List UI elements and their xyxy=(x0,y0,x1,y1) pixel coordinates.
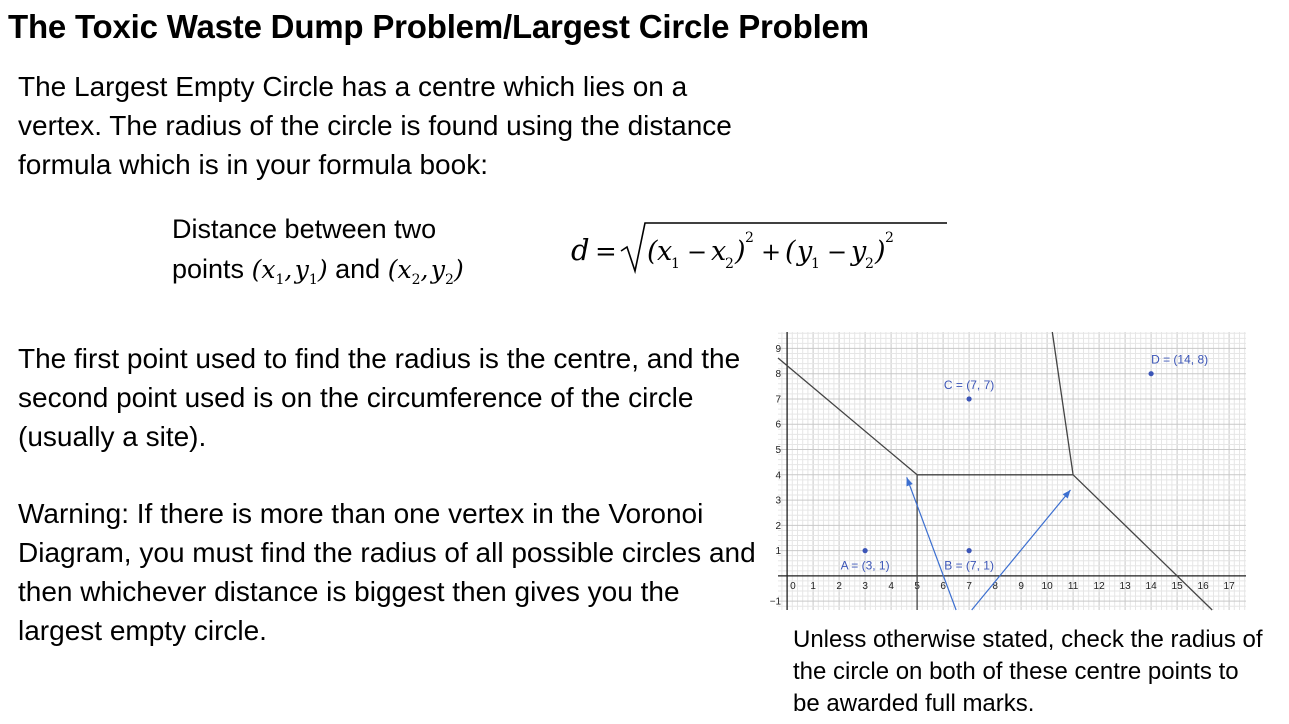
site-point xyxy=(967,548,972,553)
page-title: The Toxic Waste Dump Problem/Largest Circle Problem xyxy=(8,8,869,45)
x-tick-label: 0 xyxy=(790,580,796,592)
y-tick-label: 2 xyxy=(775,520,782,532)
first-point-paragraph: The first point used to find the radius is the centre, and the second point used is on the circumference of the circle (usually a site). xyxy=(18,343,741,452)
site-label: D = (14, 8) xyxy=(1151,352,1209,367)
svg-text:(: ( xyxy=(647,236,658,267)
svg-text:d: d xyxy=(571,233,590,267)
y-tick-label: 5 xyxy=(775,445,782,457)
y-tick-label: 3 xyxy=(775,495,782,507)
x-tick-label: 5 xyxy=(914,580,920,592)
x-tick-label: 3 xyxy=(862,580,868,592)
svg-text:x: x xyxy=(657,236,673,267)
site-label: C = (7, 7) xyxy=(943,377,995,392)
x-tick-label: 13 xyxy=(1119,580,1131,592)
x-tick-label: 9 xyxy=(1018,580,1024,592)
y-tick-label: 8 xyxy=(775,369,782,381)
x-tick-label: 11 xyxy=(1067,580,1079,592)
site-label: B = (7, 1) xyxy=(944,558,994,573)
x-tick-label: 12 xyxy=(1093,580,1105,592)
formula-label xyxy=(172,209,464,300)
site-label: A = (3, 1) xyxy=(840,558,890,573)
svg-text:2: 2 xyxy=(865,256,874,272)
svg-text:): ) xyxy=(875,236,886,267)
svg-text:2: 2 xyxy=(745,230,754,246)
y-tick-label: 1 xyxy=(775,546,782,558)
x-tick-label: 17 xyxy=(1223,580,1235,592)
note-paragraph: Unless otherwise stated, check the radius of the circle on both of these centre points to be awarded full marks. xyxy=(793,626,1263,717)
formula-and-word: and xyxy=(335,254,381,284)
svg-text:+: + xyxy=(761,238,782,266)
site-point xyxy=(863,548,868,553)
svg-text:2: 2 xyxy=(885,230,894,246)
svg-text:−: − xyxy=(687,238,708,266)
svg-text:(: ( xyxy=(785,236,796,267)
formula-points-word: points xyxy=(172,254,245,284)
svg-text:2: 2 xyxy=(725,256,734,272)
x-tick-label: 7 xyxy=(966,580,972,592)
svg-text:): ) xyxy=(735,236,746,267)
intro-paragraph: The Largest Empty Circle has a centre which lies on a vertex. The radius of the circle is found using the distance formula which is in your formula book: xyxy=(18,71,732,180)
warning-paragraph: Warning: If there is more than one vertex in the Voronoi Diagram, you must find the radius of all possible circles and then whichever distance is biggest then gives you the largest empty circle. xyxy=(18,498,756,646)
x-tick-label: 4 xyxy=(888,580,894,592)
formula-label-line1: Distance between two xyxy=(172,214,437,244)
formula-point-2: ($x_2$, $y_2$) xyxy=(387,255,464,288)
x-tick-label: 14 xyxy=(1145,580,1157,592)
svg-text:y: y xyxy=(797,236,813,267)
voronoi-graph xyxy=(769,332,1246,610)
svg-text:y: y xyxy=(851,236,867,267)
x-tick-label: 16 xyxy=(1197,580,1209,592)
x-tick-label: 8 xyxy=(992,580,998,592)
distance-formula xyxy=(565,215,955,285)
y-tick-label: 6 xyxy=(775,419,782,431)
svg-text:1: 1 xyxy=(811,256,820,272)
svg-text:−: − xyxy=(827,238,848,266)
y-tick-label: 4 xyxy=(775,470,782,482)
x-tick-label: 10 xyxy=(1041,580,1053,592)
formula-label-line2 xyxy=(172,249,464,300)
svg-text:=: = xyxy=(595,237,617,267)
svg-text:1: 1 xyxy=(671,256,680,272)
formula-point-1: ($x_1$, $y_1$) xyxy=(251,255,328,288)
x-tick-label: 2 xyxy=(836,580,842,592)
x-tick-label: 6 xyxy=(940,580,946,592)
y-tick-label: 7 xyxy=(775,394,782,406)
y-tick-label: 9 xyxy=(775,343,782,355)
site-point xyxy=(1149,371,1154,376)
x-tick-label: 15 xyxy=(1171,580,1183,592)
svg-text:x: x xyxy=(711,236,727,267)
site-point xyxy=(967,396,972,401)
y-tick-label: −1 xyxy=(769,596,782,608)
x-tick-label: 1 xyxy=(810,580,816,592)
